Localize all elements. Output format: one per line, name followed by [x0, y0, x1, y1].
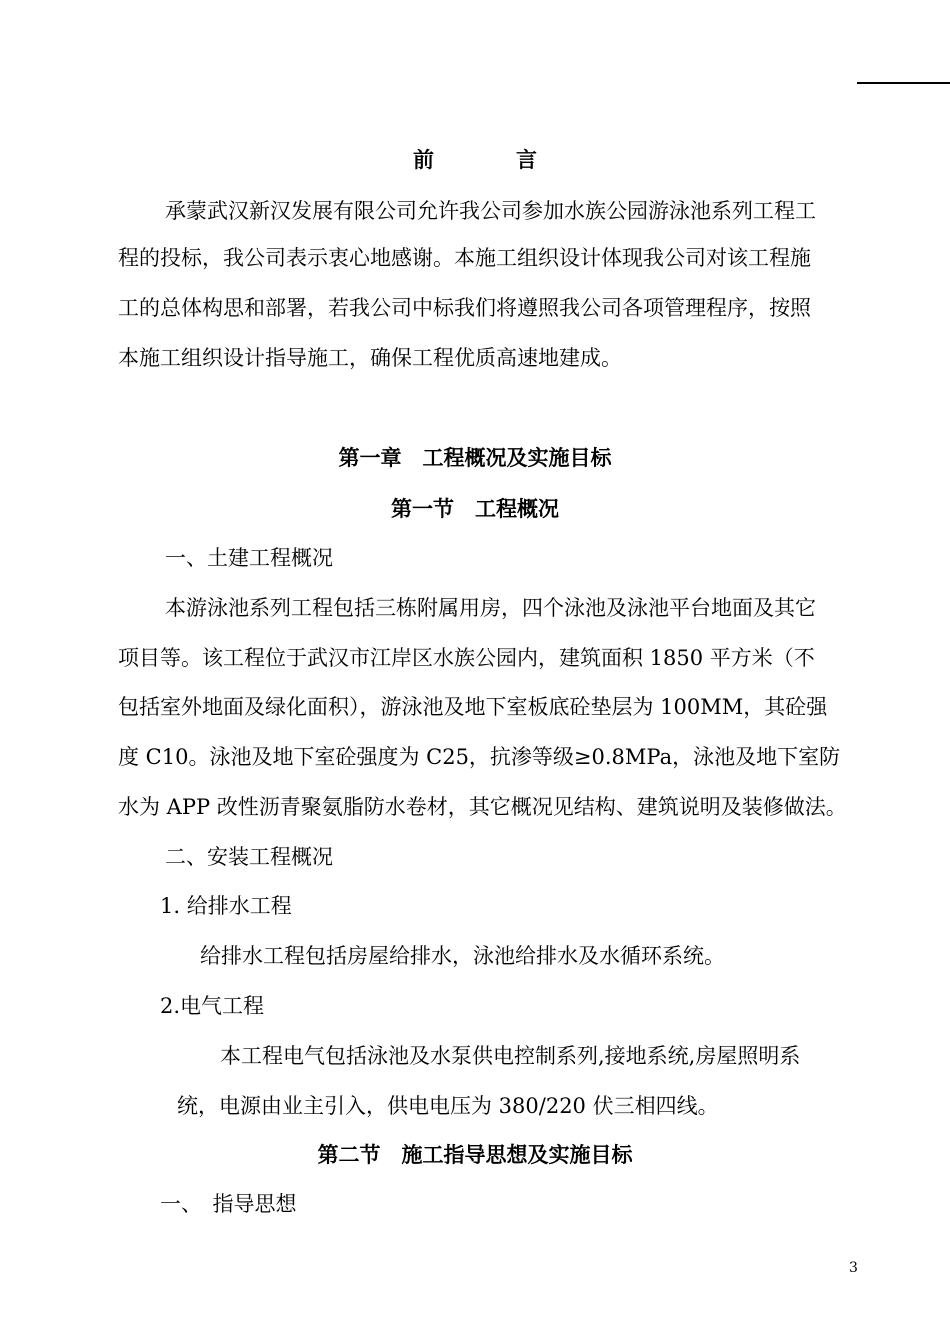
guiding-heading: 一、 指导思想 — [160, 1192, 297, 1216]
preface-line-3: 工的总体构思和部署，若我公司中标我们将遵照我公司各项管理程序，按照 — [118, 296, 811, 320]
water-heading: 1. 给排水工程 — [160, 894, 292, 918]
preface-title-right: 言 — [516, 147, 537, 172]
preface-title — [0, 147, 950, 173]
chapter-title: 第一章 工程概况及实施目标 — [338, 445, 612, 470]
civil-line-1: 本游泳池系列工程包括三栋附属用房，四个泳池及泳池平台地面及其它 — [165, 596, 816, 620]
section-title: 第一节 工程概况 — [391, 496, 559, 521]
electric-heading: 2.电气工程 — [160, 994, 265, 1018]
civil-line-2: 项目等。该工程位于武汉市江岸区水族公园内，建筑面积 1850 平方米（不 — [118, 646, 815, 670]
preface-title-left: 前 — [413, 147, 434, 172]
civil-heading: 一、土建工程概况 — [165, 546, 333, 570]
section2-title: 第二节 施工指导思想及实施目标 — [317, 1142, 633, 1167]
civil-line-5: 水为 APP 改性沥青聚氨脂防水卷材，其它概况见结构、建筑说明及装修做法。 — [118, 795, 847, 819]
preface-line-4: 本施工组织设计指导施工，确保工程优质高速地建成。 — [118, 346, 622, 370]
water-text: 给排水工程包括房屋给排水，泳池给排水及水循环系统。 — [200, 944, 725, 968]
install-heading: 二、安装工程概况 — [165, 845, 333, 869]
civil-line-4: 度 C10。泳池及地下室砼强度为 C25，抗渗等级≥0.8MPa，泳池及地下室防 — [118, 745, 841, 769]
preface-line-1: 承蒙武汉新汉发展有限公司允许我公司参加水族公园游泳池系列工程工 — [165, 199, 816, 223]
civil-line-3: 包括室外地面及绿化面积），游泳池及地下室板底砼垫层为 100MM，其砼强 — [118, 695, 828, 719]
page-number: 3 — [849, 1260, 858, 1276]
electric-line-2: 统，电源由业主引入，供电电压为 380/220 伏三相四线。 — [177, 1094, 719, 1118]
electric-line-1: 本工程电气包括泳池及水泵供电控制系列,接地系统,房屋照明系 — [220, 1044, 801, 1068]
preface-line-2: 程的投标，我公司表示衷心地感谢。本施工组织设计体现我公司对该工程施 — [118, 246, 811, 270]
header-rule — [857, 82, 950, 84]
